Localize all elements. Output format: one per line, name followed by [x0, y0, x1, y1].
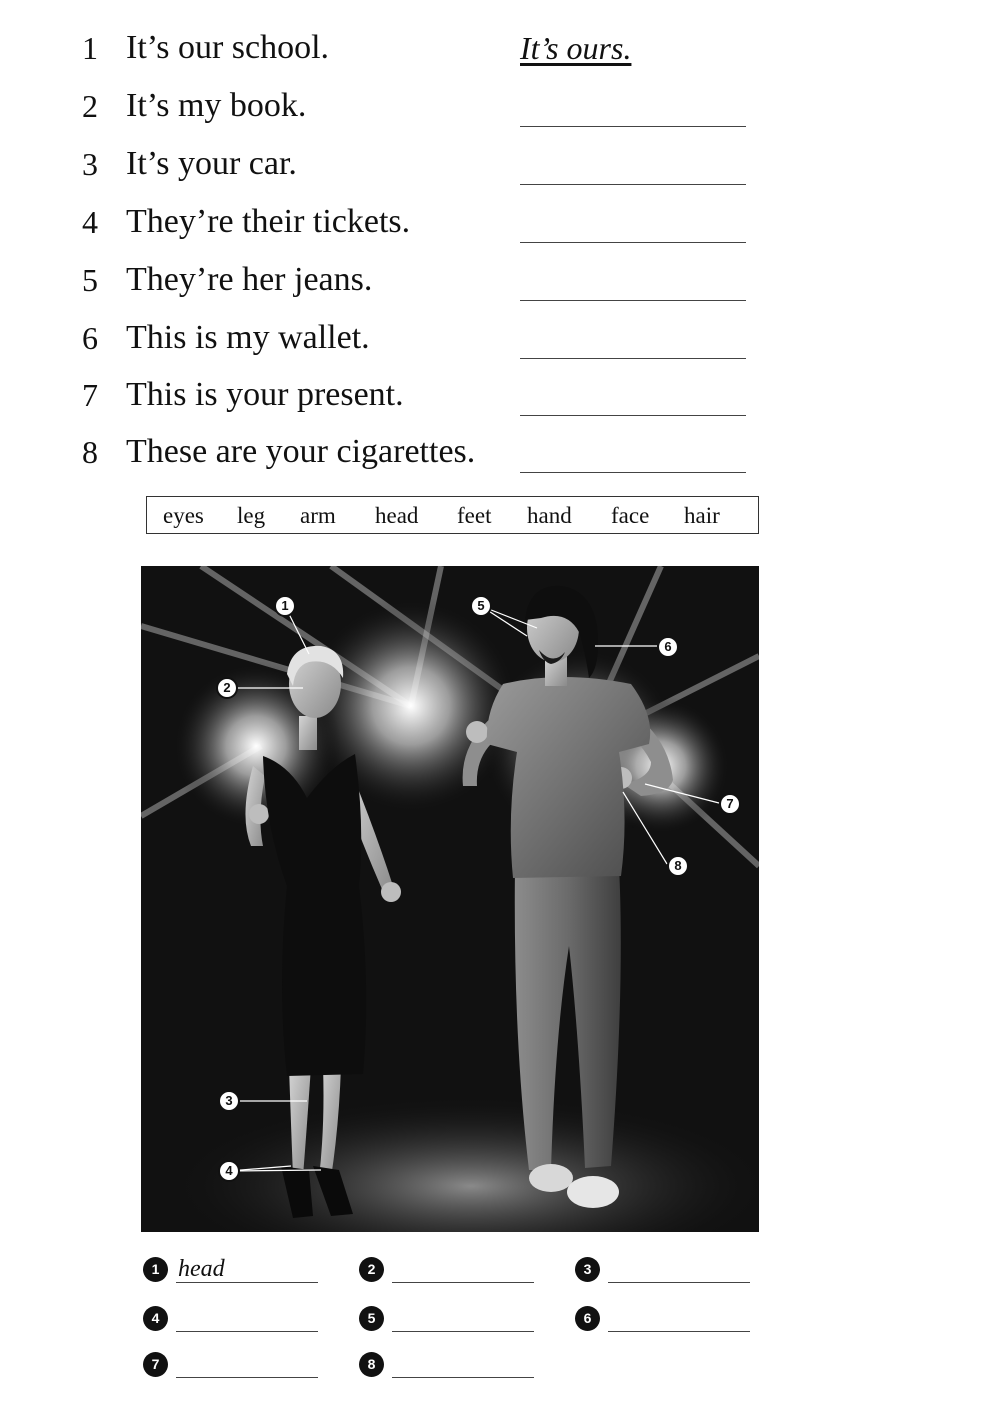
exercise-item [0, 318, 1000, 368]
answer-item [575, 1302, 775, 1336]
exercise-number: 4 [82, 204, 98, 240]
exercise-item [0, 260, 1000, 310]
callout-marker: 7 [719, 793, 741, 815]
exercise-number: 1 [82, 30, 98, 66]
answer-blank-line[interactable] [520, 126, 746, 127]
answer-item [359, 1302, 559, 1336]
word-box-word: hair [684, 503, 720, 528]
answer-blank-line[interactable] [520, 184, 746, 185]
answer-blank-line[interactable] [520, 300, 746, 301]
answer-blank-line[interactable] [392, 1282, 534, 1283]
word-box-word: face [611, 503, 650, 528]
exercise-sentence: They’re their tickets. [126, 203, 411, 240]
callout-marker: 2 [216, 677, 238, 699]
exercise-number: 5 [82, 262, 98, 298]
word-box-word: hand [527, 503, 572, 528]
answer-item [359, 1253, 559, 1287]
exercise-item [0, 202, 1000, 252]
callout-marker: 4 [218, 1160, 240, 1182]
answer-number-badge: 3 [575, 1257, 600, 1282]
word-box [146, 496, 759, 534]
answer-item [143, 1253, 343, 1287]
answer-number-badge: 6 [575, 1306, 600, 1331]
callout-marker: 3 [218, 1090, 240, 1112]
answer-blank-line[interactable] [520, 358, 746, 359]
word-box-word: eyes [163, 503, 204, 528]
answer-blank-line[interactable] [392, 1331, 534, 1332]
answer-blank-line[interactable] [608, 1282, 750, 1283]
exercise-sentence: It’s your car. [126, 145, 297, 182]
exercise-number: 8 [82, 434, 98, 470]
answer-number-badge: 8 [359, 1352, 384, 1377]
exercise-sentence: These are your cigarettes. [126, 433, 476, 470]
exercise-sentence: They’re her jeans. [126, 261, 373, 298]
answer-number-badge: 4 [143, 1306, 168, 1331]
answer-item [143, 1302, 343, 1336]
answer-blank-line[interactable] [176, 1282, 318, 1283]
exercise-number: 6 [82, 320, 98, 356]
answer-number-badge: 2 [359, 1257, 384, 1282]
answer-blank-line[interactable] [176, 1331, 318, 1332]
dancing-couple-drawing [141, 566, 759, 1232]
answer-number-badge: 7 [143, 1352, 168, 1377]
answer-blank-line[interactable] [520, 472, 746, 473]
exercise-item [0, 86, 1000, 136]
word-box-word: feet [457, 503, 492, 528]
answer-number-badge: 1 [143, 1257, 168, 1282]
exercise-item [0, 28, 1000, 78]
word-box-word: leg [237, 503, 266, 528]
answer-blank-line[interactable] [608, 1331, 750, 1332]
answer-blank-line[interactable] [392, 1377, 534, 1378]
dancing-couple-illustration [141, 566, 759, 1232]
exercise-number: 7 [82, 377, 98, 413]
answer-text[interactable]: head [178, 1256, 225, 1282]
word-box-word: head [375, 503, 419, 528]
answer-blank-line[interactable] [520, 415, 746, 416]
callout-marker: 1 [274, 595, 296, 617]
answer-blank-line[interactable] [176, 1377, 318, 1378]
callout-marker: 6 [657, 636, 679, 658]
answer-number-badge: 5 [359, 1306, 384, 1331]
exercise-answer[interactable]: It’s ours. [520, 30, 632, 66]
exercise-item [0, 432, 1000, 482]
answer-blank-line[interactable] [520, 242, 746, 243]
answer-item [575, 1253, 775, 1287]
exercise-number: 2 [82, 88, 98, 124]
callout-marker: 8 [667, 855, 689, 877]
exercise-sentence: It’s my book. [126, 87, 307, 124]
exercise-sentence: This is my wallet. [126, 319, 370, 356]
answer-item [143, 1348, 343, 1382]
answer-item [359, 1348, 559, 1382]
word-box-word: arm [300, 503, 336, 528]
exercise-item [0, 375, 1000, 425]
exercise-sentence: It’s our school. [126, 29, 330, 66]
exercise-item [0, 144, 1000, 194]
exercise-sentence: This is your present. [126, 376, 404, 413]
callout-marker: 5 [470, 595, 492, 617]
exercise-number: 3 [82, 146, 98, 182]
